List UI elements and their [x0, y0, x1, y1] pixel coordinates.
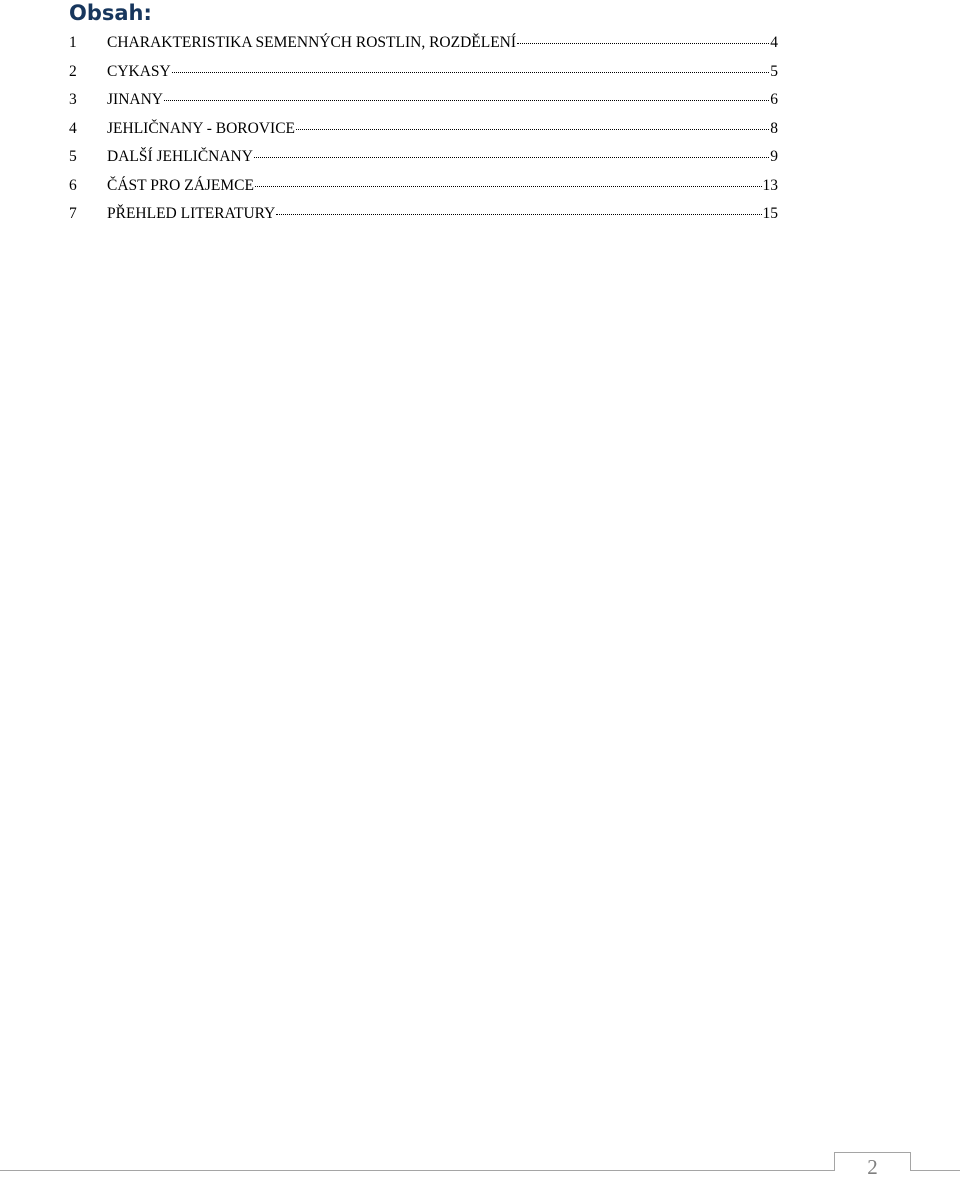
toc-dot-leader — [172, 72, 770, 73]
toc-entry-number: 3 — [69, 91, 77, 108]
toc-entry-number: 1 — [69, 34, 77, 51]
footer-divider — [0, 1170, 960, 1171]
toc-entry-page: 9 — [770, 148, 778, 165]
toc-entry-page: 4 — [770, 34, 778, 51]
toc-entry-title: DALŠÍ JEHLIČNANY — [107, 148, 253, 165]
toc-entry-number: 2 — [69, 62, 77, 80]
toc-dot-leader — [276, 214, 761, 215]
toc-entry-page: 5 — [770, 62, 778, 80]
toc-dot-leader — [296, 129, 769, 130]
toc-dot-leader — [164, 100, 769, 101]
toc-entry-page: 13 — [762, 176, 778, 194]
toc-entry-page: 6 — [770, 91, 778, 108]
toc-heading: Obsah: — [69, 1, 152, 25]
toc-entry-number: 7 — [69, 205, 77, 222]
toc-entry-number: 5 — [69, 148, 77, 165]
toc-entry-page: 8 — [770, 119, 778, 137]
toc-entry-5[interactable] — [69, 143, 778, 172]
toc-entry-4[interactable] — [69, 115, 778, 144]
toc-entry-number: 6 — [69, 176, 77, 194]
toc-entry-1[interactable] — [69, 29, 778, 58]
table-of-contents — [69, 29, 778, 229]
toc-dot-leader — [254, 157, 769, 158]
toc-entry-number: 4 — [69, 119, 77, 137]
toc-entry-page: 15 — [762, 205, 778, 222]
toc-entry-3[interactable] — [69, 86, 778, 115]
toc-entry-title: PŘEHLED LITERATURY — [107, 205, 276, 222]
toc-entry-title: CHARAKTERISTIKA SEMENNÝCH ROSTLIN, ROZDĚLENÍ — [107, 34, 517, 51]
toc-entry-6[interactable] — [69, 172, 778, 201]
toc-entry-title: CYKASY — [107, 62, 171, 80]
toc-dot-leader — [255, 186, 762, 187]
page-number: 2 — [834, 1152, 911, 1171]
toc-entry-2[interactable] — [69, 58, 778, 87]
toc-entry-title: JINANY — [107, 91, 163, 108]
toc-entry-title: ČÁST PRO ZÁJEMCE — [107, 176, 254, 194]
toc-entry-title: JEHLIČNANY - BOROVICE — [107, 119, 295, 137]
toc-dot-leader — [517, 43, 769, 44]
toc-entry-7[interactable] — [69, 200, 778, 229]
